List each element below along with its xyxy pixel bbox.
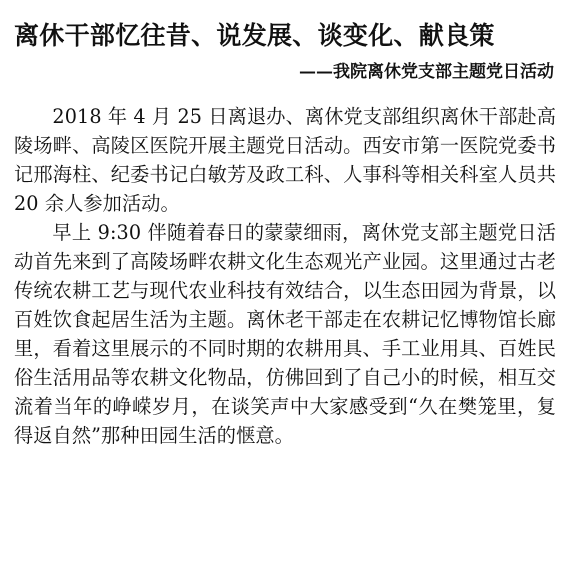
paragraph: 2018 年 4 月 25 日离退办、离休党支部组织离休干部赴高陵场畔、高陵区医院开展主题党日活动。西安市第一医院党委书记邢海柱、纪委书记白敏芳及政工科、人事科等相关科室人员共 20 余人参加活动。	[14, 105, 556, 215]
paragraph: 早上 9:30 伴随着春日的蒙蒙细雨，离休党支部主题党日活动首先来到了高陵场畔农耕文化生态观光产业园。这里通过古老传统农耕工艺与现代农业科技有效结合，以生态田园为背景，以百姓饮食起居生活为主题。离休老干部走在农耕记忆博物馆长廊里，看着这里展示的不同时期的农耕用具、手工业用具、百姓民俗生活用品等农耕文化物品，仿佛回到了自己小的时候，相互交流着当年的峥嵘岁月，在谈笑声中大家感受到“久在樊笼里，复得返自然”那种田园生活的惬意。	[14, 221, 556, 447]
article-subtitle: ——我院离休党支部主题党日活动	[299, 62, 554, 82]
article-body	[14, 102, 556, 450]
article-title: 离休干部忆往昔、说发展、谈变化、献良策	[14, 21, 495, 50]
